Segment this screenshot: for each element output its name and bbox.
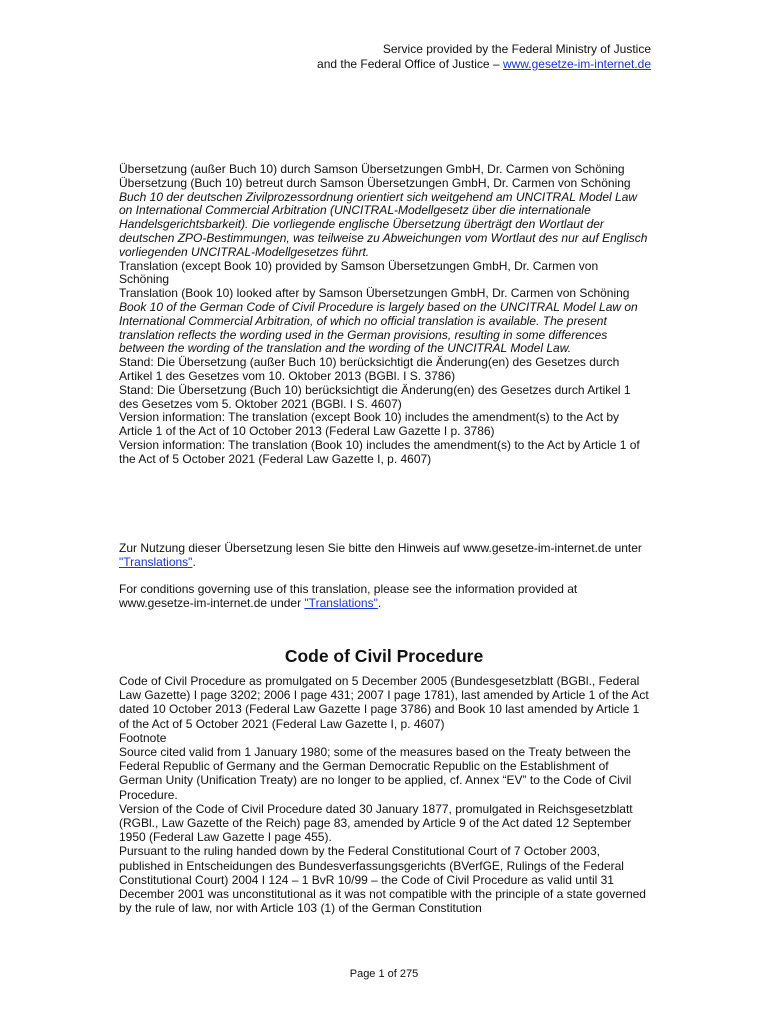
note-paragraph: Version information: The translation (except Book 10) includes the amendment(s) to the Act by Article 1 of the Act of 10 October 2013 (Federal Law Gazette I p. 3786) xyxy=(119,410,620,439)
service-line-1: Service provided by the Federal Ministry of Justice xyxy=(382,42,651,56)
footnote-heading: Footnote xyxy=(119,730,167,745)
usage-notice-german-text: Zur Nutzung dieser Übersetzung lesen Sie bitte den Hinweis auf www.gesetze-im-internet.de unter xyxy=(119,541,642,555)
usage-notice-german xyxy=(119,541,649,569)
body-paragraph: Pursuant to the ruling handed down by the Federal Constitutional Court of 7 October 2003, published in Entscheidungen des Bundesverfassungsgerichts (BVerfGE, Rulings of the Federal Constitutional Court) 2004 I 124 – 1 BvR 10/99 – the Code of Civil Procedure as valid until 31 December 2001 was unconstitutional as it was not compatible with the principle of a state governed by the rule of law, nor with Article 103 (1) of the German Constitution xyxy=(119,844,646,916)
note-paragraph: Translation (except Book 10) provided by Samson Übersetzungen GmbH, Dr. Carmen von Schöning xyxy=(119,258,599,287)
service-header xyxy=(317,42,651,71)
note-paragraph: Übersetzung (Buch 10) betreut durch Samson Übersetzungen GmbH, Dr. Carmen von Schöning xyxy=(119,175,631,190)
note-paragraph: Version information: The translation (Book 10) includes the amendment(s) to the Act by Article 1 of the Act of 5 October 2021 (Federal Law Gazette I, p. 4607) xyxy=(119,437,640,466)
translations-link-english[interactable]: "Translations" xyxy=(304,596,378,610)
usage-notice-german-suffix: . xyxy=(192,555,196,569)
note-paragraph: Translation (Book 10) looked after by Samson Übersetzungen GmbH, Dr. Carmen von Schöning xyxy=(119,286,630,301)
service-line-2-text: and the Federal Office of Justice – xyxy=(317,56,503,71)
note-paragraph: Buch 10 der deutschen Zivilprozessordnung orientiert sich weitgehend am UNCITRAL Model Law on International Commercial Arbitration (UNCITRAL-Modellgesetz über die internationale Handelsgerichtsbarkeit). Die vorliegende englische Übersetzung überträgt den Wortlaut der deutschen ZPO-Bestimmungen, was teilweise zu Abweichungen vom Wortlaut des nur auf Englisch vorliegenden UNCITRAL-Modellgesetzes führt. xyxy=(119,189,648,259)
note-paragraph: Book 10 of the German Code of Civil Procedure is largely based on the UNCITRAL Model Law on International Commercial Arbitration, of which no official translation is available. The present translation reflects the wording used in the German provisions, resulting in some differences between the wording of the translation and the wording of the UNCITRAL Model Law. xyxy=(119,299,638,356)
document-title: Code of Civil Procedure xyxy=(284,646,484,666)
body-paragraph: Version of the Code of Civil Procedure dated 30 January 1877, promulgated in Reichsgesetzblatt (RGBl., Law Gazette of the Reich) page 83, amended by Article 9 of the Act dated 12 September 1950 (Federal Law Gazette I page 455). xyxy=(119,801,633,845)
usage-notice-english-suffix: . xyxy=(377,596,382,610)
note-paragraph: Stand: Die Übersetzung (Buch 10) berücksichtigt die Änderung(en) des Gesetzes durch Artikel 1 des Gesetzes vom 5. Oktober 2021 (BGBl. I S. 4607) xyxy=(119,382,631,411)
note-paragraph: Stand: Die Übersetzung (außer Buch 10) berücksichtigt die Änderung(en) des Gesetzes durch Artikel 1 des Gesetzes vom 10. Oktober 2013 (BGBl. I S. 3786) xyxy=(119,355,620,383)
translations-link-german[interactable]: "Translations" xyxy=(119,555,193,569)
body-paragraph: Code of Civil Procedure as promulgated on 5 December 2005 (Bundesgesetzblatt (BGBl., Federal Law Gazette) I page 3202; 2006 I page 431; 2007 I page 1781), last amended by Article 1 of the Act dated 10 October 2013 (Federal Law Gazette I page 3786) and Book 10 last amended by Article 1 of the Act of 5 October 2021 (Federal Law Gazette I, p. 4607) xyxy=(119,674,649,731)
usage-notice-english-text: For conditions governing use of this translation, please see the information provided at www.gesetze-im-internet.de under xyxy=(119,582,578,610)
document-body xyxy=(119,674,649,915)
page-number: Page 1 of 275 xyxy=(349,968,419,980)
translation-notes xyxy=(119,163,649,467)
gesetze-im-internet-link[interactable]: www.gesetze-im-internet.de xyxy=(502,56,651,71)
note-paragraph: Übersetzung (außer Buch 10) durch Samson Übersetzungen GmbH, Dr. Carmen von Schöning xyxy=(119,162,625,176)
usage-notice-english xyxy=(119,582,649,610)
body-paragraph: Source cited valid from 1 January 1980; some of the measures based on the Treaty between the Federal Republic of Germany and the German Democratic Republic on the Establishment of German Unity (Unification Treaty) are no longer to be applied, cf. Annex “EV” to the Code of Civil Procedure. xyxy=(119,745,632,802)
service-line-2 xyxy=(317,57,651,72)
